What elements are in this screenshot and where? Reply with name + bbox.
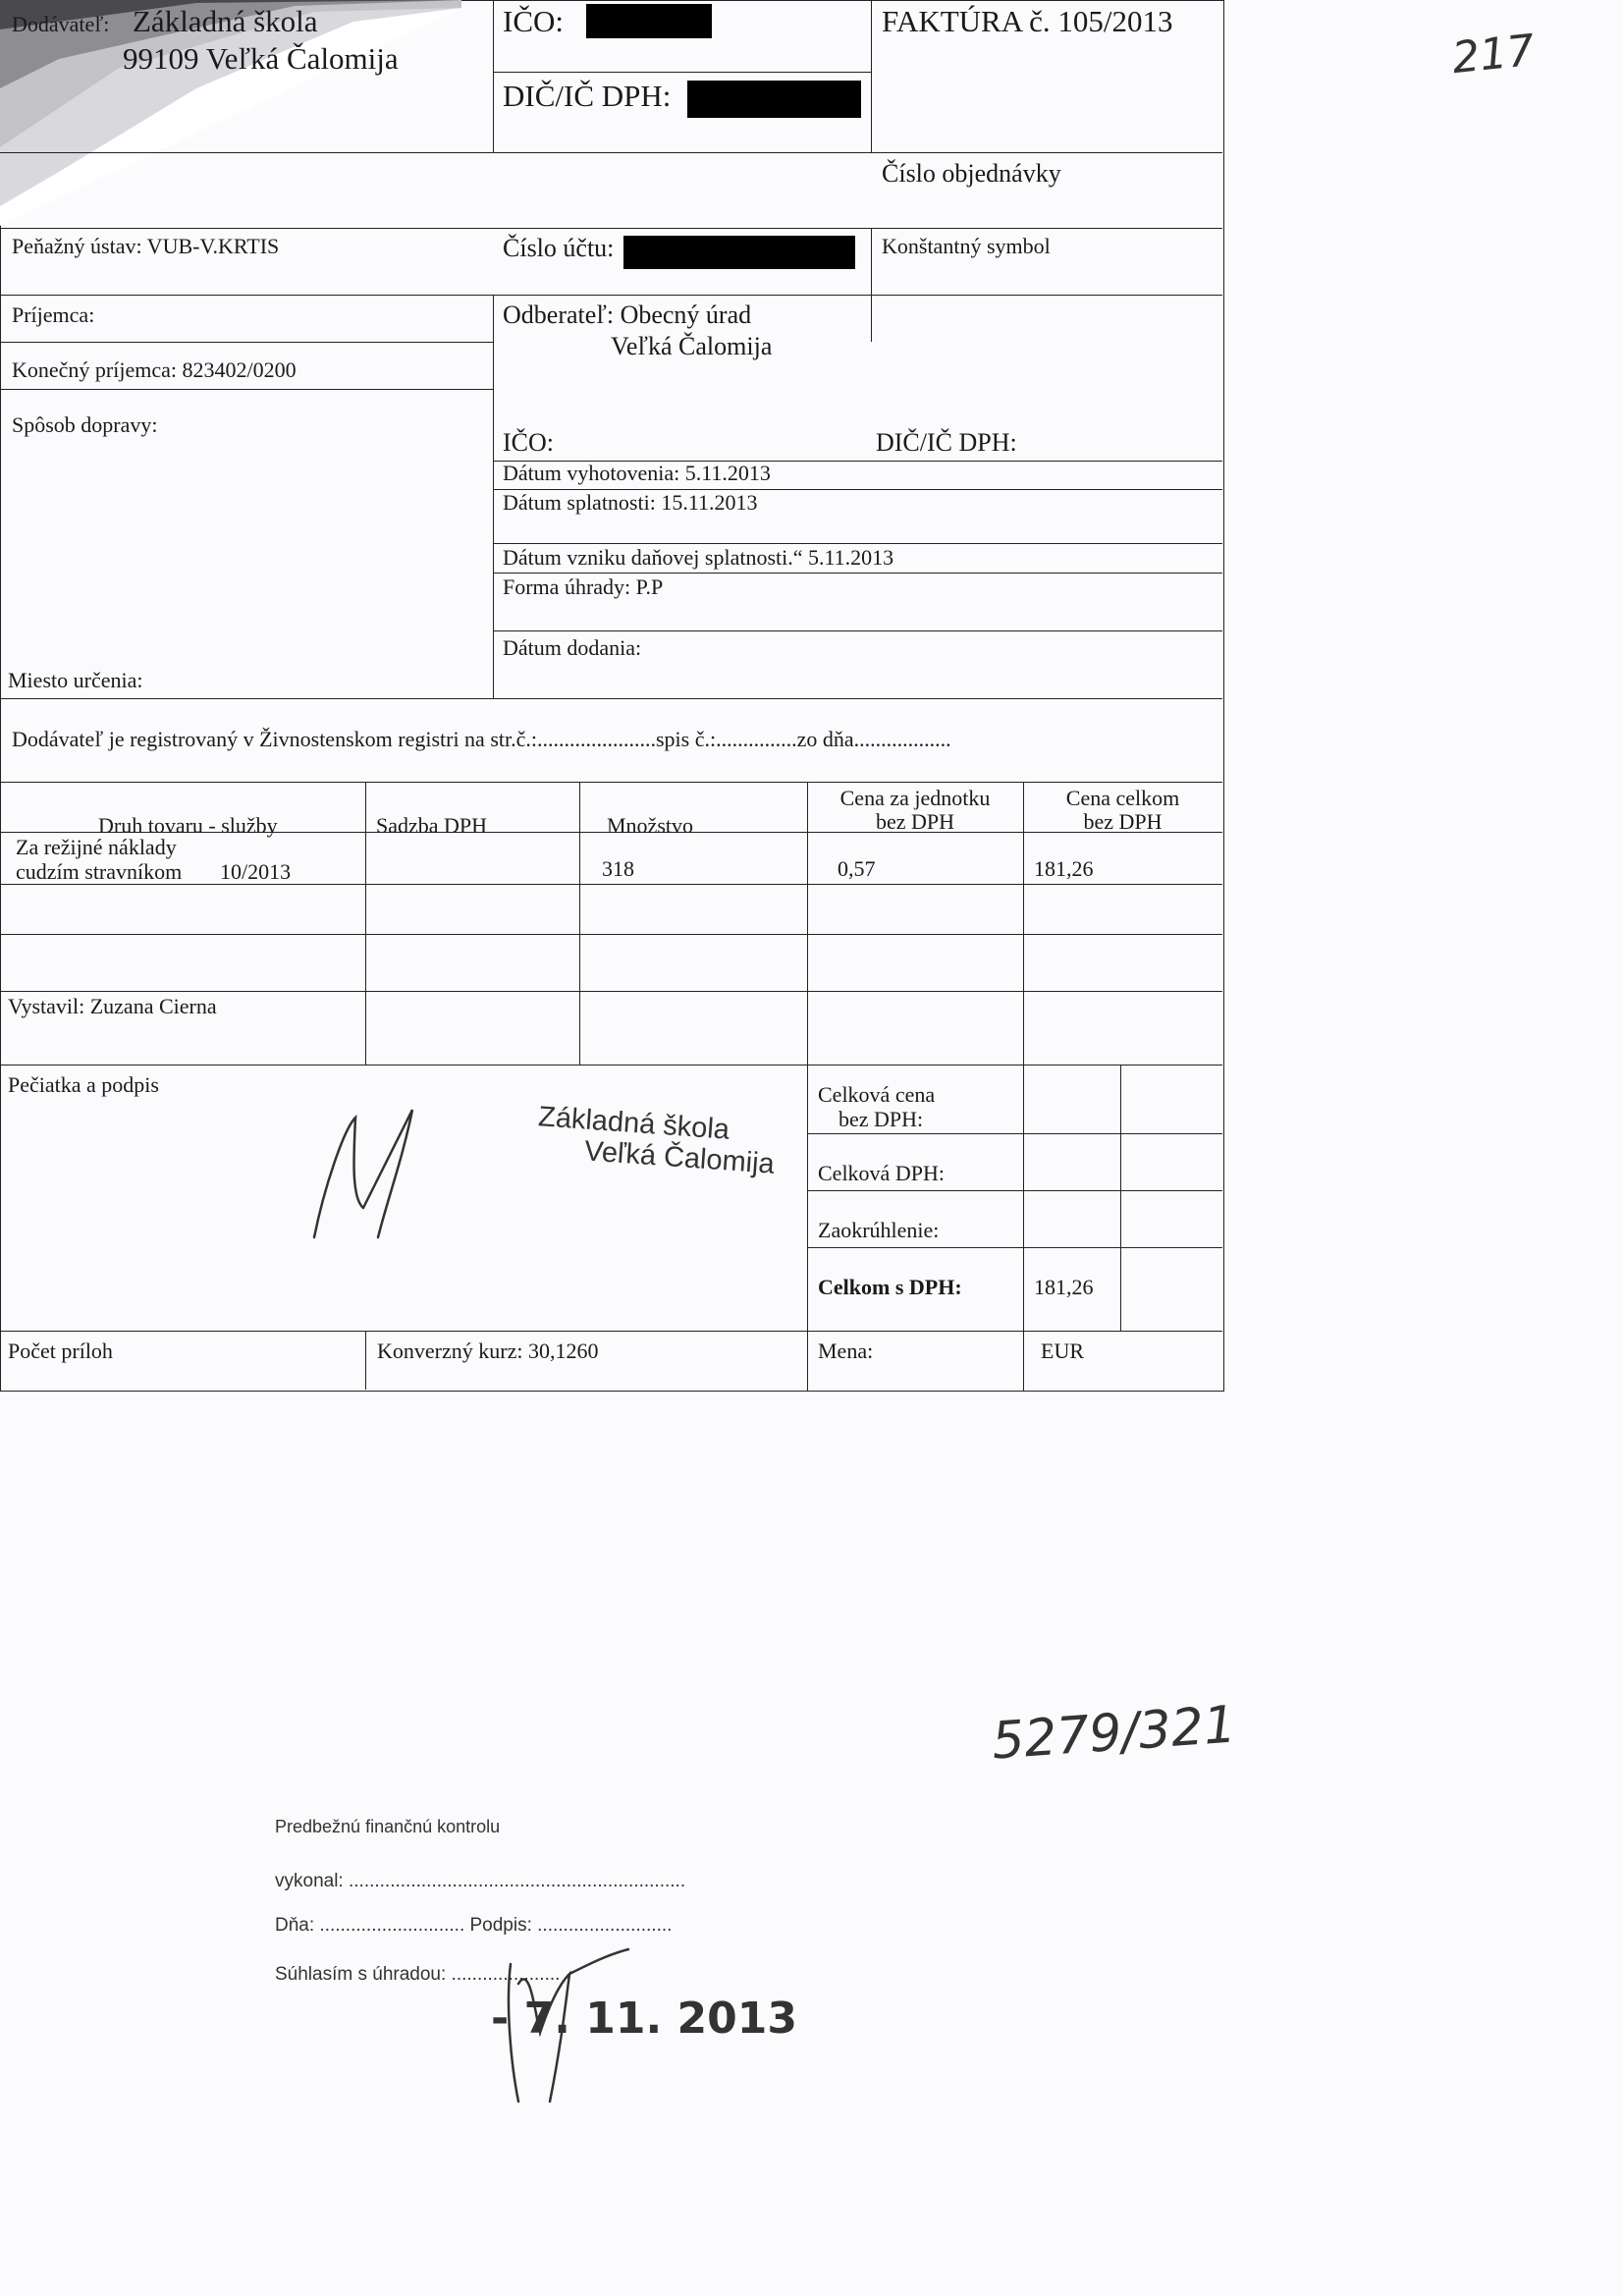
net-total-label-1: Celková cena xyxy=(818,1082,936,1107)
header-quantity: Množstvo xyxy=(607,813,693,838)
control-performed: vykonal: ................................................................. xyxy=(275,1871,686,1891)
header-total-price-1: Cena celkom xyxy=(1065,786,1180,810)
rounding-label: Zaokrúhlenie: xyxy=(818,1218,940,1242)
currency-label: Mena: xyxy=(818,1339,874,1363)
registry-text: Dodávateľ je registrovaný v Živnostenskom registri na str.č.:......................spis č.:...............zo dňa.................. xyxy=(12,727,951,751)
grand-total-value: 181,26 xyxy=(1034,1275,1094,1299)
customer-label: Odberateľ: xyxy=(503,301,615,329)
redacted-dic xyxy=(687,81,861,118)
vat-total-label: Celková DPH: xyxy=(818,1161,945,1185)
ico-label: IČO: xyxy=(503,4,564,38)
account-label: Číslo účtu: xyxy=(503,234,615,262)
net-total-label-2: bez DPH: xyxy=(839,1107,924,1131)
delivery-date-label: Dátum dodania: xyxy=(503,635,642,660)
header-total-price-2: bez DPH xyxy=(1083,809,1163,834)
final-recipient: Konečný príjemca: 823402/0200 xyxy=(12,357,297,382)
row-quantity: 318 xyxy=(602,856,634,881)
constant-symbol-label: Konštantný symbol xyxy=(882,234,1051,258)
control-title: Predbežnú finančnú kontrolu xyxy=(275,1817,501,1836)
signature xyxy=(295,1090,452,1247)
customer-name: Obecný úrad xyxy=(620,301,752,329)
customer-address: Veľká Čalomija xyxy=(611,332,773,360)
dic-label: DIČ/IČ DPH: xyxy=(503,79,672,113)
exchange-rate: Konverzný kurz: 30,1260 xyxy=(377,1339,599,1363)
stamp-text-2: Veľká Čalomija xyxy=(583,1135,776,1180)
header-vat-rate: Sadzba DPH xyxy=(376,813,488,838)
grand-total-label: Celkom s DPH: xyxy=(818,1275,962,1299)
customer-dic-label: DIČ/IČ DPH: xyxy=(876,428,1017,457)
recipient-label: Príjemca: xyxy=(12,302,95,327)
tax-date: Dátum vzniku daňovej splatnosti.“ 5.11.2013 xyxy=(503,545,894,570)
control-date: - 7. 11. 2013 xyxy=(491,1994,797,2044)
stamp-text-1: Základná škola xyxy=(537,1101,730,1146)
control-agreement: Súhlasím s úhradou: ..................... xyxy=(275,1964,561,1985)
order-number-label: Číslo objednávky xyxy=(882,159,1061,188)
row-desc-line1: Za režijné náklady xyxy=(16,835,177,859)
redacted-account xyxy=(623,236,855,269)
page-number: 217 xyxy=(1449,25,1538,84)
row-period: 10/2013 xyxy=(220,859,292,884)
due-date: Dátum splatnosti: 15.11.2013 xyxy=(503,490,758,515)
supplier-name: Základná škola xyxy=(133,4,318,38)
supplier-label: Dodávateľ: xyxy=(12,12,110,36)
header-goods: Druh tovaru - služby xyxy=(98,813,278,838)
control-day-signature: Dňa: ............................ Podpis: .......................... xyxy=(275,1915,673,1936)
attachments-label: Počet príloh xyxy=(8,1339,113,1363)
currency-value: EUR xyxy=(1041,1339,1084,1363)
issue-date: Dátum vyhotovenia: 5.11.2013 xyxy=(503,461,771,485)
transport-label: Spôsob dopravy: xyxy=(12,412,158,437)
handwritten-number: 5279/321 xyxy=(990,1695,1238,1772)
customer-ico-label: IČO: xyxy=(503,428,554,457)
redacted-ico xyxy=(586,4,712,38)
destination-label: Miesto určenia: xyxy=(8,668,143,692)
control-signature xyxy=(481,1944,638,2111)
row-total: 181,26 xyxy=(1034,856,1094,881)
header-unit-price-2: bez DPH xyxy=(875,809,955,834)
row-desc-line2: cudzím stravníkom xyxy=(16,859,183,884)
invoice-title: FAKTÚRA č. 105/2013 xyxy=(882,4,1173,38)
supplier-address: 99109 Veľká Čalomija xyxy=(123,41,399,76)
issued-by: Vystavil: Zuzana Cierna xyxy=(8,994,217,1018)
payment-form: Forma úhrady: P.P xyxy=(503,574,664,599)
header-unit-price-1: Cena za jednotku xyxy=(839,786,991,810)
row-unit-price: 0,57 xyxy=(838,856,876,881)
bank-label: Peňažný ústav: VUB-V.KRTIS xyxy=(12,234,280,258)
stamp-label: Pečiatka a podpis xyxy=(8,1072,159,1097)
